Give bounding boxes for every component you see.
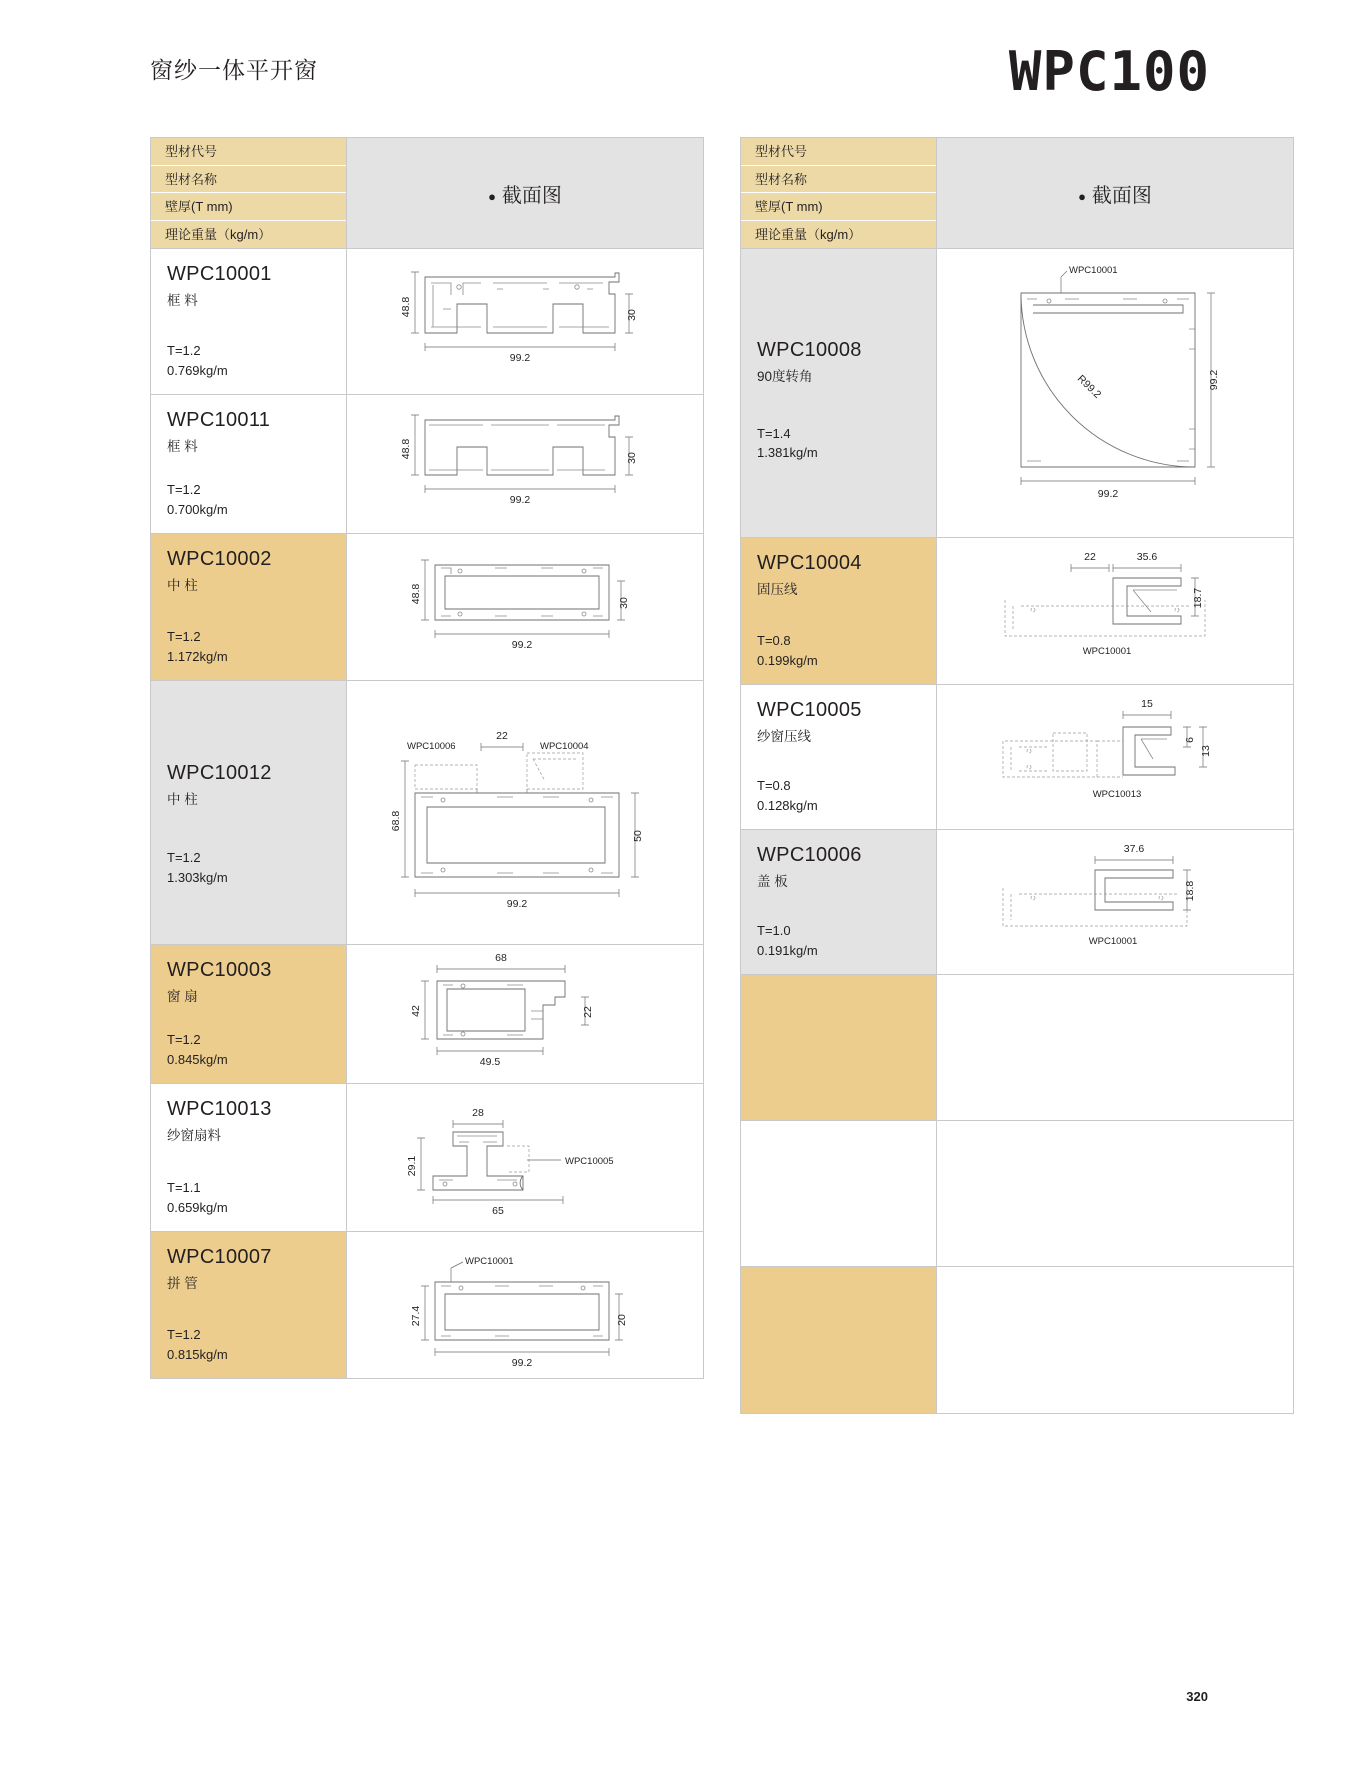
profile-code: WPC10002 [167, 548, 272, 570]
profile-info-wpc10011 [151, 395, 347, 533]
profile-code: WPC10012 [167, 761, 272, 784]
profile-info-wpc10012 [151, 681, 347, 944]
dim-width: 99.2 [509, 352, 531, 364]
profile-thickness: T=1.0 [757, 923, 791, 938]
profile-drawing-wpc10012 [347, 681, 703, 944]
dim-top: 28 [472, 1107, 484, 1119]
profile-code: WPC10007 [167, 1246, 272, 1268]
bullet-icon: ● [1078, 188, 1086, 204]
table-row-empty [741, 975, 1293, 1121]
table-header-row [741, 138, 1293, 249]
dim-height: 48.8 [400, 296, 412, 318]
empty-drawing-cell [937, 1121, 1293, 1266]
ref-top: WPC10001 [465, 1256, 514, 1267]
empty-info-cell [741, 1121, 937, 1266]
dim-h2: 13 [1200, 745, 1212, 757]
dim-height: 48.8 [410, 583, 422, 605]
profile-drawing-wpc10001 [347, 249, 703, 394]
header-label-thickness: 壁厚(T mm) [741, 193, 936, 221]
header-labels [741, 138, 937, 248]
header-label-code: 型材代号 [741, 138, 936, 166]
dim-right: 22 [582, 1006, 594, 1018]
table-row-empty [741, 1267, 1293, 1413]
dim-width: 99.2 [511, 1357, 533, 1369]
table-row [151, 945, 703, 1084]
dim-a: 15 [1141, 698, 1153, 710]
profile-name: 纱窗扇料 [167, 1128, 221, 1143]
table-row [151, 1232, 703, 1378]
empty-drawing-cell [937, 975, 1293, 1120]
empty-info-cell [741, 1267, 937, 1413]
profile-thickness: T=0.8 [757, 778, 791, 793]
ref-bottom: WPC10001 [1082, 646, 1132, 657]
header-drawing-title [1078, 179, 1152, 208]
profile-weight: 0.191kg/m [757, 942, 818, 958]
profile-weight: 1.381kg/m [757, 445, 818, 461]
dim-right: 50 [632, 830, 644, 842]
profile-name: 拼 管 [167, 1276, 198, 1291]
table-row [151, 1084, 703, 1232]
dim-height: 29.1 [406, 1155, 418, 1177]
profile-drawing-wpc10006 [937, 830, 1293, 974]
profile-drawing-wpc10008 [937, 249, 1293, 537]
profile-info-wpc10013 [151, 1084, 347, 1231]
profile-weight: 1.172kg/m [167, 648, 228, 664]
profile-spec [757, 631, 818, 670]
dim-right: 30 [626, 452, 638, 464]
dim-width: 99.2 [511, 639, 533, 651]
profile-spec [167, 1178, 228, 1217]
dim-right: 30 [618, 597, 630, 609]
dim-top: 22 [496, 730, 508, 742]
header-label-thickness: 壁厚(T mm) [151, 193, 346, 221]
profile-thickness: T=1.2 [167, 629, 201, 644]
table-row [741, 830, 1293, 975]
profile-drawing-wpc10004 [937, 538, 1293, 684]
profile-info-wpc10001 [151, 249, 347, 394]
profile-code: WPC10006 [757, 844, 862, 866]
dim-width: 49.5 [479, 1056, 501, 1068]
profile-drawing-wpc10002 [347, 534, 703, 680]
page-title: 窗纱一体平开窗 [150, 57, 318, 83]
profile-weight: 0.845kg/m [167, 1051, 228, 1067]
profile-thickness: T=1.2 [167, 1032, 201, 1047]
profile-thickness: T=1.1 [167, 1180, 201, 1195]
profile-code: WPC10005 [757, 699, 862, 721]
profile-drawing-wpc10011 [347, 395, 703, 533]
profile-info-wpc10007 [151, 1232, 347, 1378]
header-label-weight: 理论重量（kg/m） [741, 221, 936, 249]
ref-bottom: WPC10001 [1088, 936, 1138, 947]
dim-top: 68 [495, 952, 507, 964]
header-label-name: 型材名称 [151, 166, 346, 194]
table-row [741, 538, 1293, 685]
header-label-code: 型材代号 [151, 138, 346, 166]
dim-h1: 6 [1184, 737, 1196, 743]
profile-code: WPC10013 [167, 1098, 272, 1120]
dim-width: 99.2 [1097, 488, 1119, 500]
profile-name: 纱窗压线 [757, 729, 811, 744]
dim-height: 48.8 [400, 438, 412, 460]
empty-info-cell [741, 975, 937, 1120]
dim-h: 18.8 [1184, 880, 1196, 902]
profile-code: WPC10008 [757, 339, 862, 362]
header-drawing-cell [937, 138, 1293, 248]
profile-info-wpc10003 [151, 945, 347, 1083]
table-header-row [151, 138, 703, 249]
ref-right: WPC10004 [540, 741, 589, 752]
profile-name: 框 料 [167, 293, 198, 308]
profile-info-wpc10004 [741, 538, 937, 684]
page-number: 320 [1186, 1689, 1208, 1704]
profile-name: 窗 扇 [167, 989, 198, 1004]
profile-spec [167, 341, 228, 380]
header-drawing-cell [347, 138, 703, 248]
profile-code: WPC10001 [167, 263, 272, 285]
ref-bottom: WPC10013 [1092, 789, 1142, 800]
profile-weight: 0.769kg/m [167, 362, 228, 378]
header-labels [151, 138, 347, 248]
ref-left: WPC10006 [407, 741, 456, 752]
dim-a: 22 [1084, 551, 1096, 563]
dim-a: 37.6 [1123, 843, 1145, 855]
profile-weight: 0.700kg/m [167, 501, 228, 517]
profile-code: WPC10011 [167, 409, 271, 431]
profile-name: 框 料 [167, 439, 198, 454]
table-row [151, 534, 703, 681]
dim-right: 99.2 [1208, 369, 1220, 391]
dim-radius: R99.2 [1074, 372, 1104, 401]
profile-spec [167, 480, 228, 519]
profile-weight: 1.303kg/m [167, 869, 228, 885]
header-drawing-title [488, 179, 562, 208]
profile-name: 90度转角 [757, 369, 813, 385]
ref-top: WPC10001 [1069, 265, 1118, 276]
profile-code: WPC10003 [167, 959, 272, 981]
header-drawing-label: 截面图 [501, 184, 562, 207]
profile-info-wpc10002 [151, 534, 347, 680]
profile-name: 固压线 [757, 582, 798, 597]
empty-drawing-cell [937, 1267, 1293, 1413]
profile-info-wpc10008 [741, 249, 937, 537]
dim-width: 99.2 [509, 494, 531, 506]
table-row [151, 249, 703, 395]
profile-thickness: T=1.2 [167, 1327, 201, 1342]
profile-spec [167, 1325, 228, 1364]
left-table [150, 137, 704, 1379]
table-row [151, 681, 703, 945]
profile-name: 盖 板 [757, 874, 788, 889]
page-header [0, 0, 1358, 120]
profile-spec [167, 627, 228, 666]
right-table [740, 137, 1294, 1414]
table-row [741, 685, 1293, 830]
profile-name: 中 柱 [167, 791, 198, 807]
profile-drawing-wpc10007 [347, 1232, 703, 1378]
profile-weight: 0.128kg/m [757, 797, 818, 813]
ref-right: WPC10005 [565, 1156, 614, 1167]
table-row [741, 249, 1293, 538]
bullet-icon: ● [488, 188, 496, 204]
profile-info-wpc10005 [741, 685, 937, 829]
dim-b: 35.6 [1136, 551, 1158, 563]
profile-name: 中 柱 [167, 578, 198, 593]
header-label-name: 型材名称 [741, 166, 936, 194]
profile-weight: 0.199kg/m [757, 652, 818, 668]
dim-height: 42 [410, 1005, 422, 1017]
dim-h: 18.7 [1192, 587, 1204, 609]
profile-code: WPC10004 [757, 552, 862, 574]
profile-thickness: T=1.2 [167, 850, 201, 866]
profile-thickness: T=1.4 [757, 425, 791, 441]
series-code: WPC100 [1008, 40, 1210, 103]
dim-right: 30 [626, 309, 638, 321]
profile-weight: 0.659kg/m [167, 1199, 228, 1215]
dim-width: 65 [492, 1205, 504, 1217]
profile-spec [757, 921, 818, 960]
table-row [151, 395, 703, 534]
profile-weight: 0.815kg/m [167, 1346, 228, 1362]
profile-drawing-wpc10005 [937, 685, 1293, 829]
dim-height: 27.4 [410, 1305, 422, 1327]
profile-info-wpc10006 [741, 830, 937, 974]
profile-thickness: T=0.8 [757, 633, 791, 648]
dim-width: 99.2 [506, 898, 528, 910]
table-row-empty [741, 1121, 1293, 1267]
dim-right: 20 [616, 1314, 628, 1326]
profile-spec [167, 1030, 228, 1069]
header-label-weight: 理论重量（kg/m） [151, 221, 346, 249]
header-drawing-label: 截面图 [1091, 184, 1152, 207]
dim-height: 68.8 [390, 810, 402, 832]
profile-drawing-wpc10013 [347, 1084, 703, 1231]
profile-spec [757, 776, 818, 815]
profile-thickness: T=1.2 [167, 482, 201, 497]
profile-drawing-wpc10003 [347, 945, 703, 1083]
profile-thickness: T=1.2 [167, 343, 201, 358]
